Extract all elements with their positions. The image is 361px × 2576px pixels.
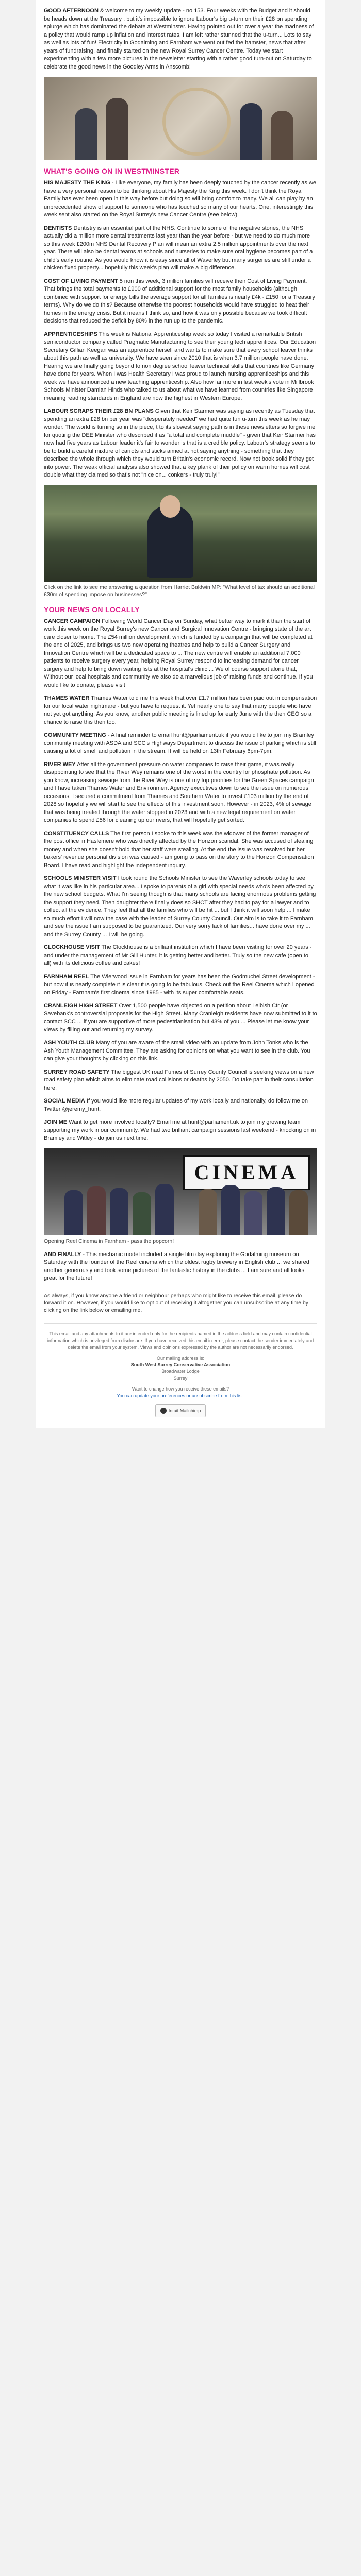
- paragraph-road: [44, 1069, 317, 1093]
- badge-label: Intuit Mailchimp: [168, 1408, 201, 1413]
- lead-text: JOIN ME: [44, 1119, 68, 1125]
- body-text: If you would like more regular updates of my work locally and nationally, do follow me on Twitter @jeremy_hunt.: [44, 1098, 308, 1112]
- paragraph-king: [44, 179, 317, 219]
- paragraph-dentists: [44, 225, 317, 273]
- cinema-caption: Opening Reel Cinema in Farnham - pass the popcorn!: [44, 1238, 174, 1244]
- lead-text: AND FINALLY: [44, 1251, 81, 1258]
- hero-figure: [271, 111, 293, 160]
- lead-text: CRANLEIGH HIGH STREET: [44, 1003, 118, 1009]
- disclaimer: This email and any attachments to it are intended only for the recipients named in the address field and may contain confidential information which is privileged from disclosure. If you have received this email in error, please contact the sender immediately and delete the email from your system. Views and opinions expressed by the author are not necessarily endorsed.: [47, 1331, 314, 1350]
- unsubscribe-link[interactable]: You can update your preferences or unsubscribe from this list.: [117, 1393, 244, 1398]
- address-line-2: Surrey: [173, 1375, 188, 1381]
- body-text: The biggest UK road Fumes of Surrey County Council is seeking views on a new road safety plan which aims to eliminate road collisions or deaths by 2050. Do take part in their consultation here.: [44, 1069, 314, 1091]
- lead-text: ASH YOUTH CLUB: [44, 1040, 95, 1046]
- paragraph-social: [44, 1097, 317, 1113]
- body-text: Dentistry is an essential part of the NHS. Continue to some of the negative stories, the NHS actually did a million more dental treatments last year than the year before - but we need to do much more so this week £200m NHS Dental Recovery Plan will mean an extra 2.5 million appointments over the next year. There will also be dental teams at schools and nurseries to make sure oral hygiene becomes part of a child's early routine. As you would know it is easy since all of Waverley but many surgeries are still under a chicken fixed property... hopefully this week's plan will make a big difference.: [44, 225, 313, 271]
- paragraph-finally: [44, 1251, 317, 1283]
- email-body: [36, 0, 325, 1428]
- cinema-photo: [44, 1148, 317, 1235]
- paragraph-apprenticeships: [44, 331, 317, 403]
- lead-text: LABOUR SCRAPS THEIR £28 BN PLANS: [44, 408, 154, 414]
- hero-figure: [106, 98, 128, 160]
- body-text: Over 1,500 people have objected on a petition about Leibish Ctr (or Savebank's controversial proposals for the High Street. Many Cranleigh residents have now submitted to it to contact SCC ... if you are supportive of more pedestrianisation but 43% of you ... Please let me know your views by filling out and returning my survey.: [44, 1003, 317, 1033]
- body-text: The first person I spoke to this week was the widower of the former manager of the post office in Haslemere who was directly affected by the Horizon scandal. She was accused of stealing money and when she doesn't hold that her staff were stealing. At the end the issue was resolved but her bakers' revenue personal division was caused - am going to pass on the story to the Horizon Compensation Board. I have read and highlight the independent inquiry.: [44, 830, 314, 869]
- group-figure: [133, 1192, 151, 1235]
- paragraph-cost-of-living: [44, 278, 317, 326]
- group-figure: [199, 1189, 217, 1235]
- lead-text: RIVER WEY: [44, 761, 76, 768]
- lead-text: HIS MAJESTY THE KING: [44, 180, 110, 186]
- paragraph-community: [44, 732, 317, 756]
- lead-text: COMMUNITY MEETING: [44, 732, 106, 738]
- address-line-1: Broadwater Lodge: [161, 1368, 200, 1374]
- body-text: - Like everyone, my family has been deeply touched by the cancer recently as we have a very personal reason to be thinking about His Majesty the King this week. I don't think the Royal Family has ever been open in this way before but doing so will bring comfort to many. We all can play by an unprecedented show of support to someone who has touched so many of our hearts. One, interestingly this week sent also started on the Royal Surrey's new Cancer Centre (see below).: [44, 180, 317, 218]
- mailchimp-icon: [160, 1408, 167, 1414]
- intro: [36, 0, 325, 74]
- group-figure: [221, 1185, 240, 1235]
- body-text: - A final reminder to email hunt@parliament.uk if you would like to join my Bramley community meeting with ASDA and SCC's Highways Department to discuss the issue of parking which is still causing a lot of smell and pollution in the stream. It will be held on 13th February 6pm-7pm.: [44, 732, 316, 754]
- group-figure: [110, 1188, 128, 1235]
- lead-text: SCHOOLS MINISTER VISIT: [44, 875, 117, 882]
- body-text: Many of you are aware of the small video with an update from John Tonks who is the Ash Youth Management Committee. They are asking for opinions on what you want to see in the club. You can give your thoughts by clicking on this link.: [44, 1040, 310, 1062]
- lead-text: FARNHAM REEL: [44, 973, 89, 980]
- paragraph-river: [44, 761, 317, 825]
- lead-text: SOCIAL MEDIA: [44, 1098, 85, 1104]
- group-figure: [267, 1187, 285, 1235]
- cinema-sign: CINEMA: [183, 1155, 310, 1190]
- footer: [44, 1323, 317, 1417]
- lead-text: COST OF LIVING PAYMENT: [44, 278, 118, 284]
- paragraph-thames: [44, 694, 317, 726]
- body-text: Given that Keir Starmer was saying as recently as Tuesday that spending an extra £28 bn per year was "desperately needed" we had quite fun u-turn this week as he may wonder. The world is turning so in the piece, t to its slowest saying path is in these newsletters so forgive me for quoting the DEE Minister who described it as "a total and complete muddle" - given that Keir Starmer has now had five years as Labour leader it's fair to wonder is that is a credible policy. Labour's strategy seems to be to build a careful mixture of carrots and sticks aimed at not saying anything - something that they described the whole through which they would turn Britain's economic record. Now not book solid if they get into power. The weak official analysis also showed that a key plank of their policy on warm homes will cost double what they claimed so that's not "nice on... conkers - truly truly!": [44, 408, 316, 478]
- body-text: The Clockhouse is a brilliant institution which I have been visiting for over 20 years - and under the management of Mr Gill Hunter, it is getting better and better. Truly so the new cafe (open to all) with its delicious coffee and cakes!: [44, 944, 312, 967]
- lead-text: THAMES WATER: [44, 695, 90, 701]
- hero-figure: [240, 103, 262, 160]
- signoff: As always, if you know anyone a friend or neighbour perhaps who might like to receive this email, please do forward it on. However, if you would like to opt out of receiving it altogether you can unsubscribe at any time by clicking on the link below or emailing me.: [44, 1292, 309, 1313]
- lead-text: APPRENTICESHIPS: [44, 331, 97, 337]
- group-figure: [155, 1184, 174, 1235]
- paragraph-labour: [44, 408, 317, 480]
- body-text: After all the government pressure on water companies to raise their game, it was really disappointing to see that the River Wey remains one of the worst in the country for phosphate pollution. As you know, increasing sewage from the River Wey is one of my top priorities for the Green Spaces campaign and I have taken Thames Water and Environment Agency executives down to see the issue on numerous occasions. I secured a commitment from Thames and Southern Water to invest £103 million by the end of 2028 so hopefully we will start to see the effects of this investment soon. However - in 2023, 4% of sewage that was being treated through the water stopped in 2023 and with a new legal requirement on water companies to spend £56 for cleaning up our rivers, that will hopefully get sorted.: [44, 761, 314, 823]
- intro-body: Four weeks with the Budget and it should be heads down at the Treasury , but it's impossible to ignore Labour's big u-turn on their £28 bn spending splurge which has dominated the debate at Westminster. Having pointed out for over a year the madness of a policy that would ramp up inflation and interest rates, I am left rather stunned that the u-turn... Lots to say as well as lots of fun! Electricity in Godalming and Farnham we went out fed the hamster, news that after years of fundraising, and finally started on the new Royal Surrey Cancer Centre. Today we start experimenting with a few more pictures in the newsletter starting with a rather good turn-out on Saturday to celebrate the good news in the Goodley Arms in Anscomb!: [44, 8, 314, 70]
- paragraph-join: [44, 1118, 317, 1143]
- group-figure: [244, 1191, 262, 1235]
- mailchimp-badge[interactable]: [155, 1404, 206, 1417]
- lead-text: CLOCKHOUSE VISIT: [44, 944, 100, 951]
- body-text: Following World Cancer Day on Sunday, what better way to mark it than the start of work this week on the Royal Surrey's new Cancer and Surgical Innovation Centre - bringing state of the art care closer to home. The £54 million development, which is funded by a campaign that will be completed at the end of 2025, and brings us two new operating theatres and help to build a Cancer Surgery and Innovation Centre which will be a dedicated space to ... The new centre will enable an additional 7,000 patients to receive surgery every year, helping Royal Surrey respond to increasing demand for cancer surgery and help to bring down waiting lists at the hospital's clinic ... We of course support alone that, Without our local hospitals and community we also do a marvellous job of raising funds and continue. If you would like to donate, please visit: [44, 618, 313, 688]
- body-text: This week is National Apprenticeship week so today I visited a remarkable British semiconductor company called Pragmatic Manufacturing to see their young tech apprentices. Our Education Secretary Gillian Keegan was an apprentice herself and wants to make sure that every school leaver thinks about this path as well as university. We have seen since 2010 that is when 3.7 million people have done. Hearing we are finally going beyond to non degree school leaver technical skills that countries like Germany have done for years. When I was Health Secretary I was proud to launch nursing apprenticeships and this week we have announced a new teaching apprenticeship. Also how far more in last week's vote in Millbrook Schools Minister Damian Hinds who talked to us about what we have learned from countries like Singapore meaning reading standards in England are now the highest in Western Europe.: [44, 331, 316, 401]
- paragraph-clockhouse: [44, 944, 317, 968]
- commons-caption: Click on the link to see me answering a question from Harriet Baldwin MP: "What level of tax should an additional £30m of spending impose on businesses?": [44, 584, 315, 598]
- section-locally: YOUR NEWS ON LOCALLY: [44, 605, 140, 614]
- paragraph-ash: [44, 1039, 317, 1063]
- unsubscribe-text: Want to change how you receive these emails?: [132, 1386, 229, 1392]
- greeting: GOOD AFTERNOON: [44, 8, 99, 14]
- body-text: 5 non this week, 3 million families will receive their Cost of Living Payment. That brings the total payments to £900 of additional support for the most family households (although combined with support for energy bills the average support for all families is nearly £4k - £150 for a Treasury terms). Why do we do this? Because otherwise the poorest households would have struggled to heat their homes in the energy crisis. But it means I think so, and how it was only possible because we took difficult decisions that reduced the deficit by 80% in the run up to the pandemic.: [44, 278, 315, 324]
- group-figure: [289, 1190, 308, 1235]
- lead-text: DENTISTS: [44, 225, 72, 231]
- group-figure: [64, 1190, 83, 1235]
- hero-photo: [44, 77, 317, 160]
- org-name: South West Surrey Conservative Association: [130, 1362, 231, 1367]
- hero-figure: [75, 108, 97, 160]
- body-text: Thames Water told me this week that over £1.7 million has been paid out in compensation for our local water nightmare - but you have to request it. Yet nearly one to say that many people who have not yet got anything. As you know, another public meeting is lined up for early June with the then CEO so a chance to raise this then too.: [44, 695, 317, 725]
- speaker-head: [160, 495, 180, 518]
- section-title: WHAT'S GOING ON IN WESTMINSTER: [44, 167, 180, 175]
- paragraph-schools: [44, 875, 317, 939]
- body-text: I took round the Schools Minister to see the Waverley schools today to see what it was like in his particular area... I spoke to parents of a girl with special needs who's been affected by the new school budgets. What I'm seeing though is that many schools are facing enormous problems getting the support they need. Then daughter there finally does so SHCT after they had to pay for a lawyer and to collect all the evidence. They feel that all the families who will be hit ... but I think it will soon help ... I make so much effort I will now the case with the leader of Surrey County Council. Our aim is to take it to Farnham and see the issue I am supposed to be guaranteed. Our very sorry lack of families... have done over my ... and the Surrey County ... I will be going.: [44, 875, 316, 938]
- intro-text: & welcome to my weekly update - no 153.: [100, 8, 205, 14]
- commons-photo[interactable]: [44, 485, 317, 582]
- hero-decoration: [162, 88, 231, 156]
- group-figure: [87, 1186, 106, 1235]
- lead-text: CANCER CAMPAIGN: [44, 618, 101, 624]
- body-text: Want to get more involved locally? Email me at hunt@parliament.uk to join my growing team supporting my work in our community. We had two brilliant campaign sessions last weekend - knocking on in Bramley and Witley - do join us next time.: [44, 1119, 316, 1141]
- lead-text: SURREY ROAD SAFETY: [44, 1069, 110, 1075]
- body-text: The Wierwood issue in Farnham for years has been the Godmuchel Street development - but now it is nearly complete it is clear it is going to be fabulous. Check out the Reel Cinema which I opened on Friday - Farnham's first cinema since 1985 - with its super comfortable seats.: [44, 973, 315, 996]
- body-text: - This mechanic model included a single film day exploring the Godalming museum on Saturday with the founder of the Reel cinema which the oldest rugby brewery in English club ... we shared another generously and took some pictures of the fantastic history in the clubs ... I am sure and all looks great for the future!: [44, 1251, 309, 1281]
- paragraph-cranleigh: [44, 1002, 317, 1034]
- paragraph-calls: [44, 830, 317, 870]
- paragraph-cancer: [44, 618, 317, 690]
- paragraph-reel: [44, 973, 317, 997]
- lead-text: CONSTITUENCY CALLS: [44, 830, 109, 837]
- mailing-label: Our mailing address is:: [156, 1355, 205, 1361]
